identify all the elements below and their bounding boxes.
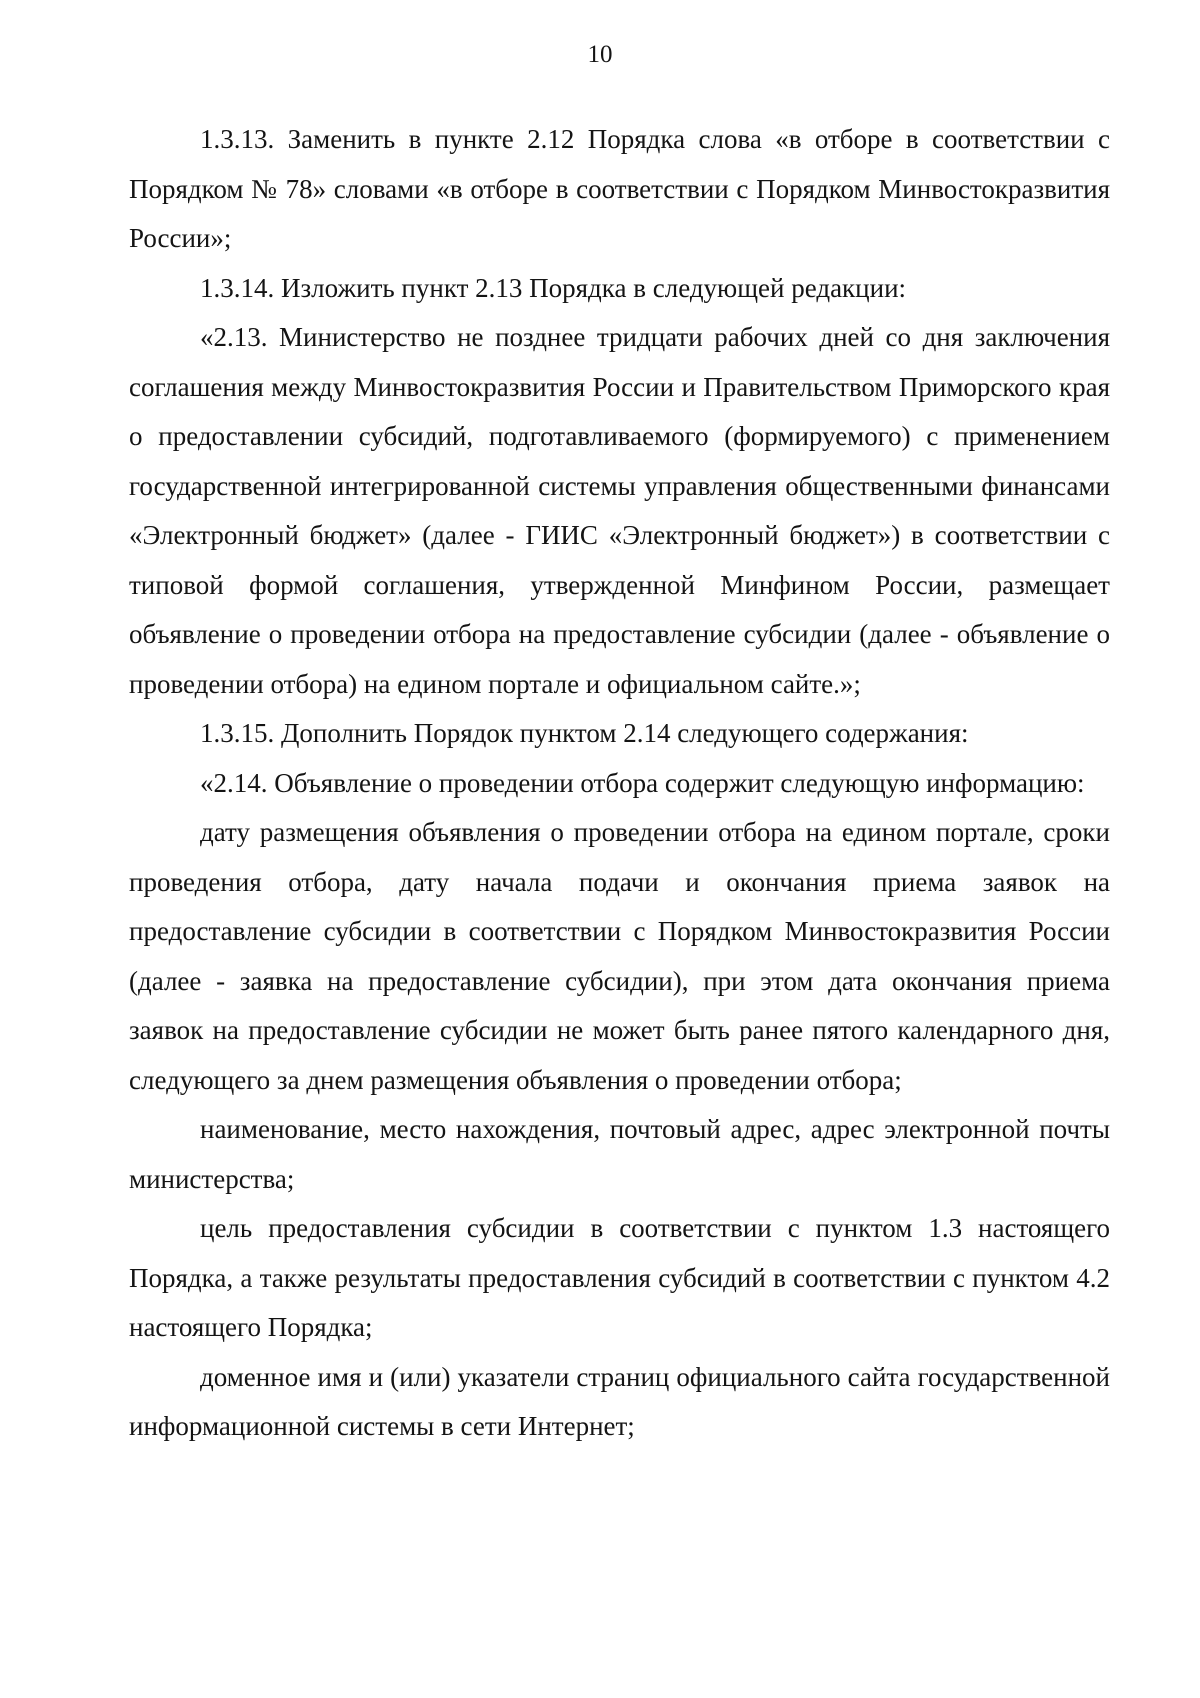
list-item-announcement-dates: дату размещения объявления о проведении отбора на едином портале, сроки проведения отбора, дату начала подачи и окончания приема заявок на предоставление субсидии в соответствии с Порядком Минвостокразвития России (далее - заявка на предоставление субсидии), при этом дата окончания приема заявок на предоставление субсидии не может быть ранее пятого календарного дня, следующего за днем размещения объявления о проведении отбора;	[129, 817, 1110, 1095]
paragraph-2-14: «2.14. Объявление о проведении отбора содержит следующую информацию:	[200, 767, 1085, 798]
paragraph-1-3-15: 1.3.15. Дополнить Порядок пунктом 2.14 следующего содержания:	[200, 718, 969, 748]
page-number: 10	[587, 41, 613, 68]
paragraph-2-13: «2.13. Министерство не позднее тридцати рабочих дней со дня заключения соглашения между Минвостокразвития России и Правительством Приморского края о предоставлении субсидий, подготавливаемого (формируемого) с применением государственной интегрированной системы управления общественными финансами «Электронный бюджет» (далее - ГИИС «Электронный бюджет») в соответствии с типовой формой соглашения, утвержденной Минфином России, размещает объявление о проведении отбора на предоставление субсидии (далее - объявление о проведении отбора) на едином портале и официальном сайте.»;	[129, 322, 1110, 699]
list-item-domain-name: доменное имя и (или) указатели страниц официального сайта государственной информационной системы в сети Интернет;	[129, 1361, 1110, 1441]
document-body	[129, 115, 1110, 1452]
paragraph-1-3-14: 1.3.14. Изложить пункт 2.13 Порядка в следующей редакции:	[200, 272, 907, 303]
list-item-ministry-contacts: наименование, место нахождения, почтовый адрес, адрес электронной почты министерства;	[129, 1114, 1110, 1194]
list-item-subsidy-purpose: цель предоставления субсидии в соответствии с пунктом 1.3 настоящего Порядка, а также результаты предоставления субсидий в соответствии с пунктом 4.2 настоящего Порядка;	[129, 1213, 1110, 1342]
paragraph-1-3-13: 1.3.13. Заменить в пункте 2.12 Порядка слова «в отборе в соответствии с Порядком № 78» словами «в отборе в соответствии с Порядком Минвостокразвития России»;	[129, 124, 1110, 253]
